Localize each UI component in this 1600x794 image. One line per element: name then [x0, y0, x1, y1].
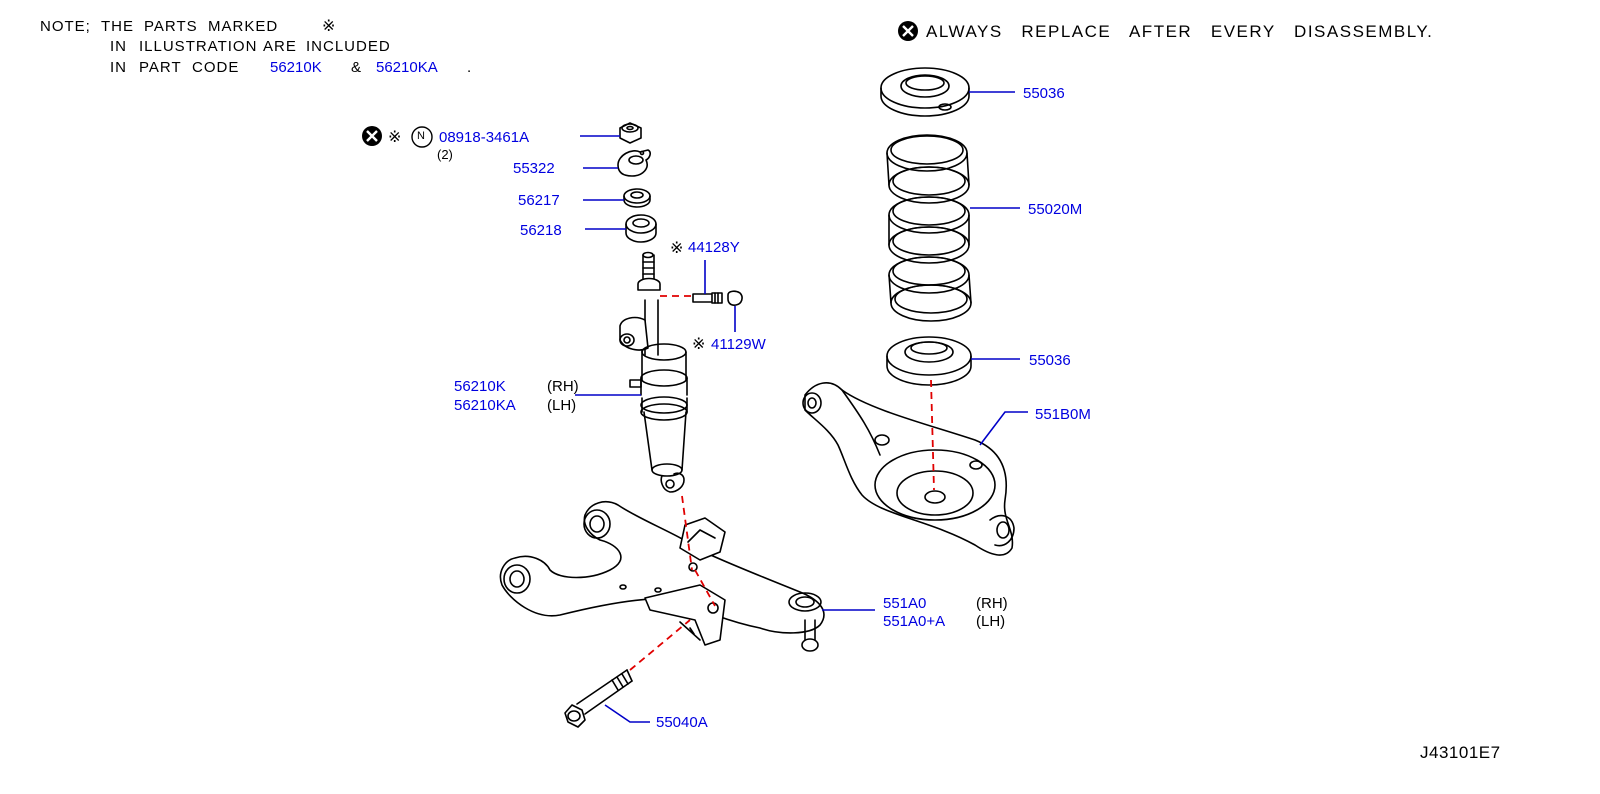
part-label-56210K[interactable]: 56210K [454, 378, 506, 395]
note-code-rh[interactable]: 56210K [270, 59, 322, 76]
note-word: PART [139, 59, 182, 76]
cap-41129W [728, 291, 742, 305]
part-label-55036-upper[interactable]: 55036 [1023, 85, 1065, 102]
note-word: PARTS [144, 18, 198, 35]
note-word: ILLUSTRATION [139, 38, 258, 55]
part-label-56210KA[interactable]: 56210KA [454, 397, 516, 414]
marker-symbol: ※ [670, 238, 684, 257]
marker-symbol: ※ [388, 127, 402, 146]
upper-spring-seat [881, 68, 969, 116]
note-amp: & [351, 59, 362, 76]
nut-symbol-letter: N [417, 130, 425, 142]
part-label-551A0-A[interactable]: 551A0+A [883, 613, 946, 630]
note-prefix: NOTE; [40, 18, 91, 35]
part-label-08918-3461A[interactable]: 08918-3461A [439, 129, 530, 146]
note-period: . [467, 59, 472, 76]
lower-link [803, 383, 1014, 555]
part-label-55020M[interactable]: 55020M [1028, 201, 1083, 218]
bushing-56218 [626, 215, 656, 242]
part-qty: (2) [437, 147, 453, 162]
part-label-551A0[interactable]: 551A0 [883, 595, 927, 612]
shock-absorber [620, 253, 687, 493]
part-label-55040A[interactable]: 55040A [656, 714, 708, 731]
note-word: THE [101, 18, 134, 35]
diagram-code: J43101E7 [1420, 743, 1501, 762]
marker-symbol: ※ [322, 16, 336, 35]
coil-spring [887, 135, 971, 321]
part-label-41129W[interactable]: 41129W [711, 336, 766, 353]
part-label-56218[interactable]: 56218 [520, 222, 562, 239]
note-word: MARKED [208, 18, 279, 35]
side-rh: (RH) [976, 595, 1008, 612]
mount-nut [620, 123, 641, 143]
note-word: INCLUDED [306, 38, 391, 55]
side-lh: (LH) [976, 613, 1006, 630]
replace-notice: ALWAYS REPLACE AFTER EVERY DISASSEMBLY. [926, 22, 1434, 41]
part-label-551B0M[interactable]: 551B0M [1035, 406, 1091, 423]
bolt-55040A [565, 670, 632, 727]
replace-symbol-nut [362, 126, 382, 146]
marker-symbol: ※ [692, 334, 706, 353]
side-rh: (RH) [547, 378, 579, 395]
note-word: IN [110, 59, 127, 76]
upper-link [500, 502, 823, 651]
replace-symbol-header [898, 21, 918, 41]
part-label-56217[interactable]: 56217 [518, 192, 560, 209]
washer-56217 [624, 189, 650, 207]
mount-bushing [618, 150, 650, 176]
stud-44128Y [693, 293, 722, 303]
note-word: IN [110, 38, 127, 55]
part-label-44128Y[interactable]: 44128Y [688, 239, 740, 256]
note-word: ARE [263, 38, 297, 55]
note-word: CODE [192, 59, 240, 76]
part-label-55036-lower[interactable]: 55036 [1029, 352, 1071, 369]
lower-spring-seat [887, 337, 971, 385]
side-lh: (LH) [547, 397, 577, 414]
part-label-55322[interactable]: 55322 [513, 160, 555, 177]
note-code-lh[interactable]: 56210KA [376, 59, 438, 76]
